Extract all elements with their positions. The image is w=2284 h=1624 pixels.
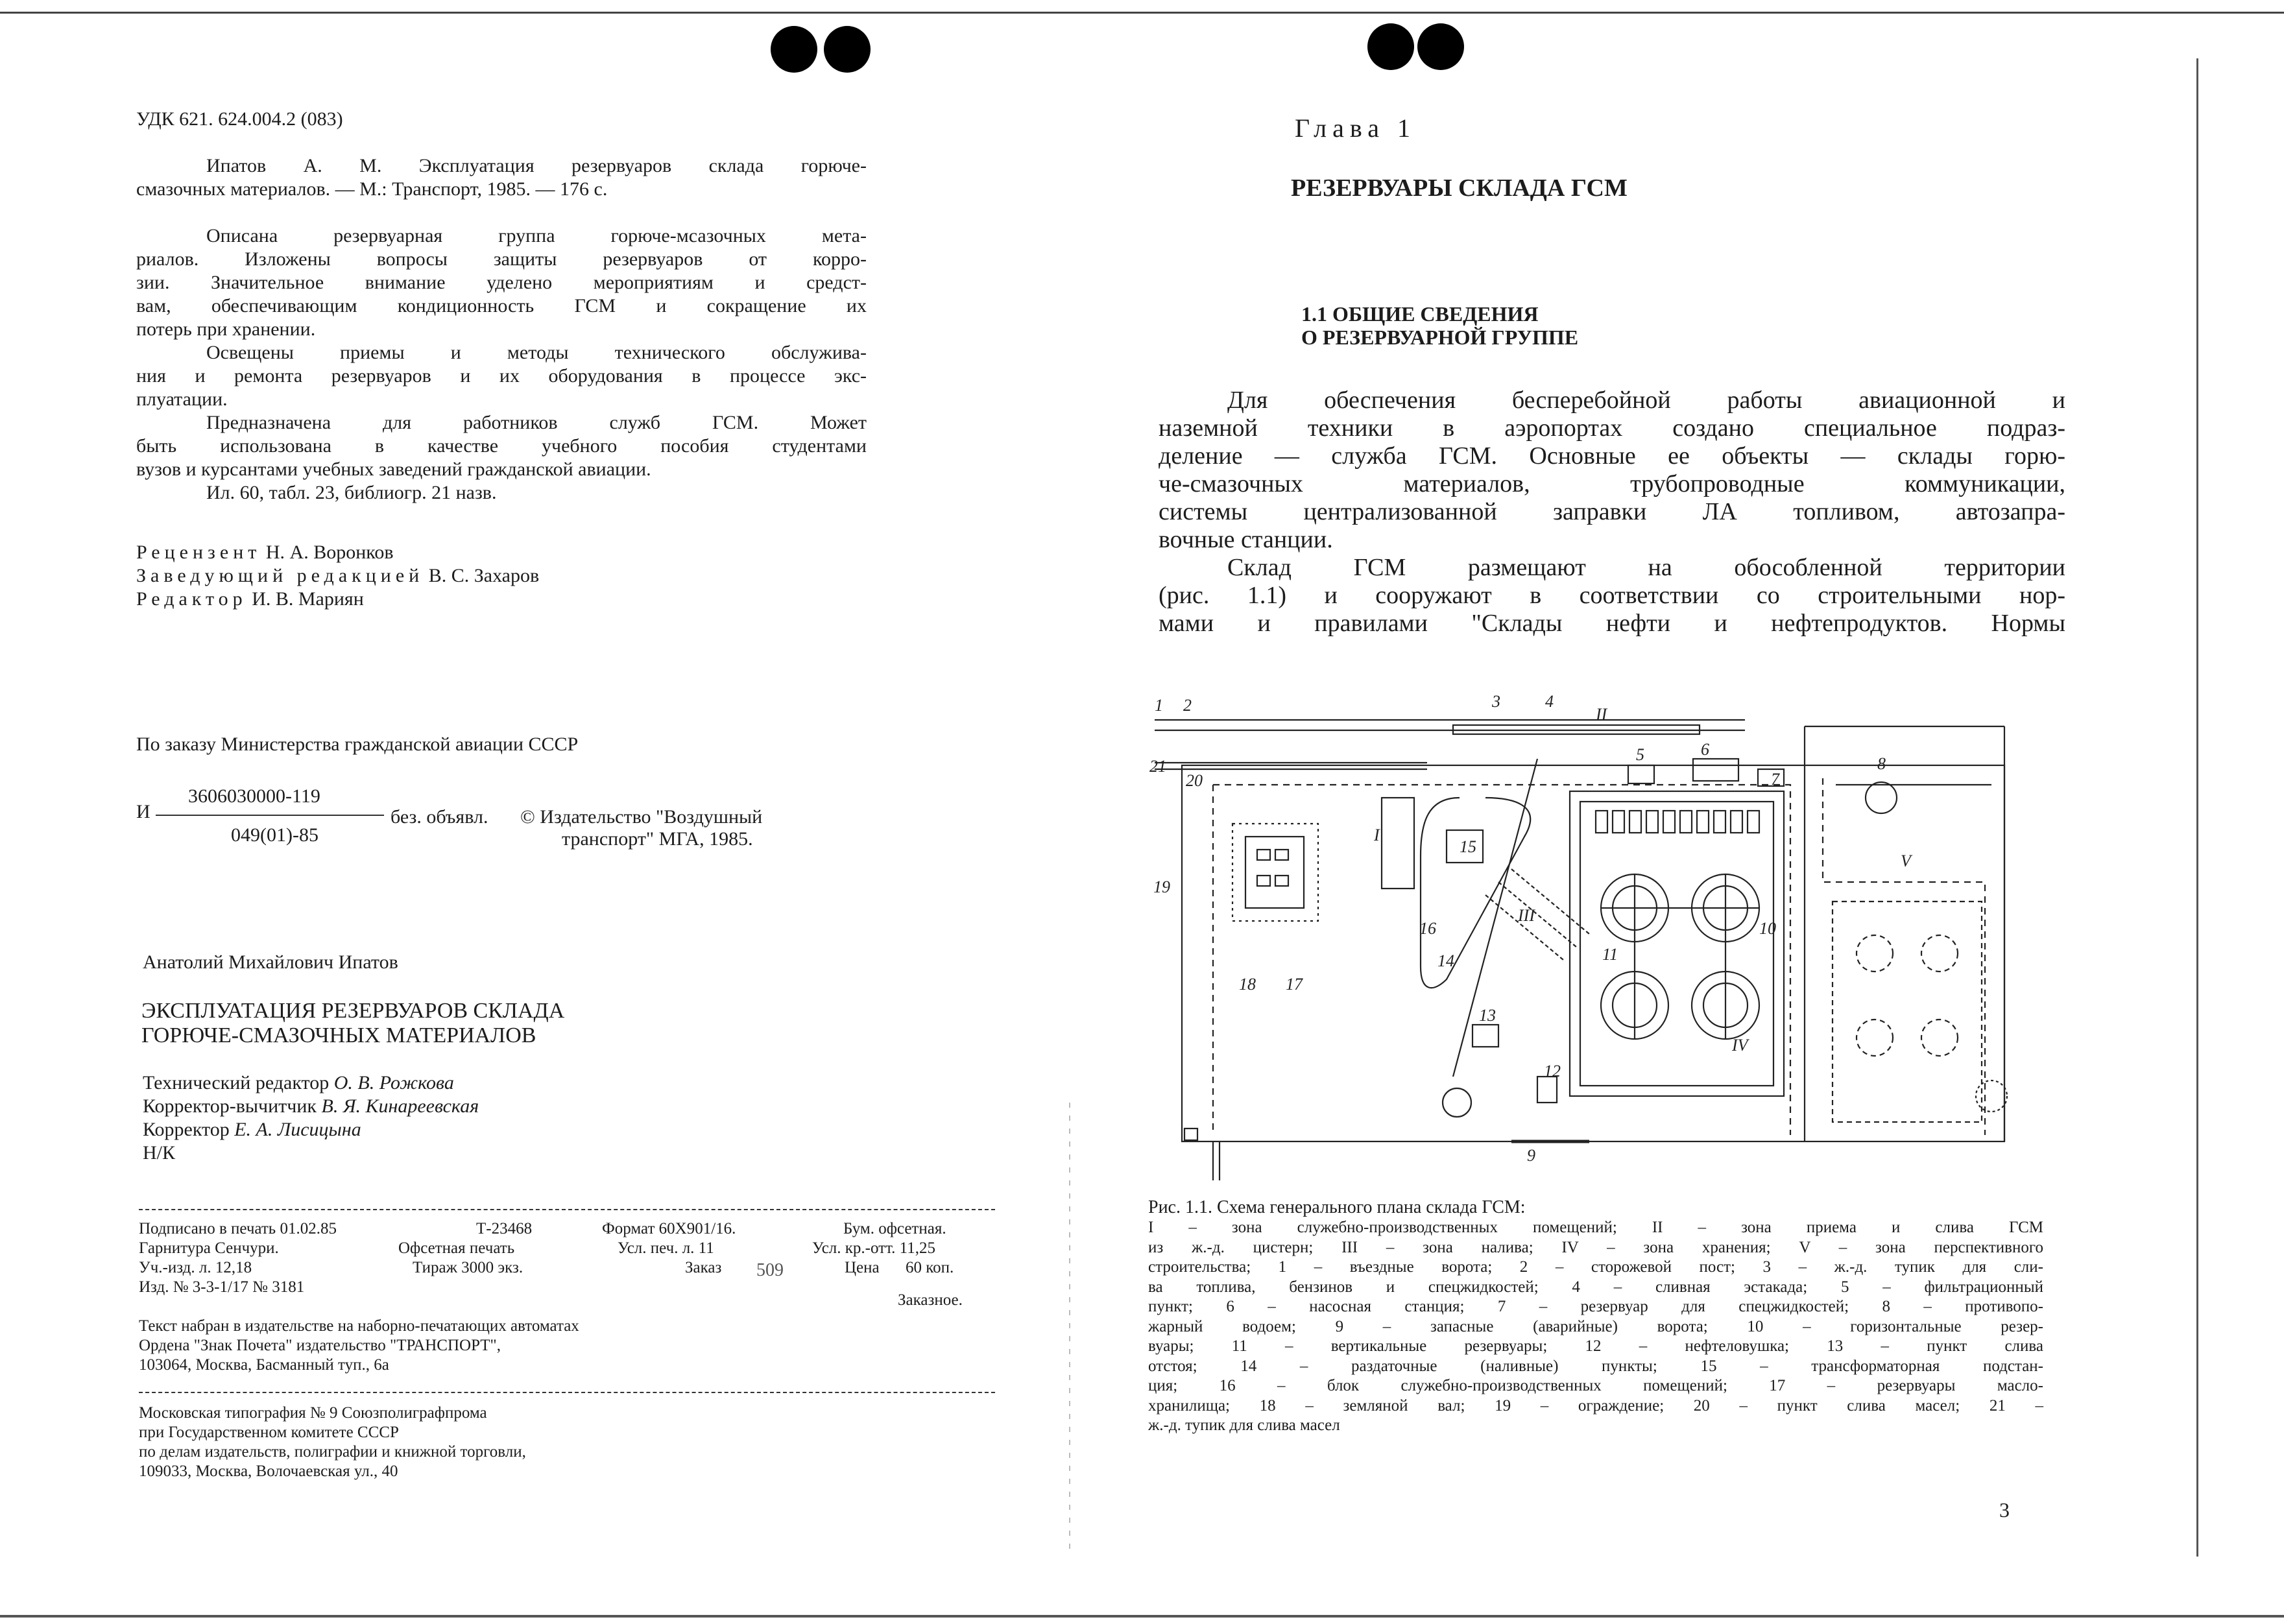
abstract-line: вам, обеспечивающим кондиционность ГСМ и сокращение их	[136, 295, 867, 316]
corrector-label: Корректор	[143, 1119, 230, 1140]
caption-line: ж.-д. тупик для слива масел	[1148, 1416, 1340, 1434]
abstract-line: смазочных материалов. — М.: Транспорт, 1985. — 176 с.	[136, 178, 608, 200]
body-text	[1159, 387, 2065, 638]
tirazh: Тираж 3000 экз.	[413, 1259, 523, 1276]
figure-label: 12	[1544, 1062, 1561, 1081]
index-denominator: 049(01)-85	[231, 824, 319, 846]
figure-label: 3	[1492, 692, 1500, 711]
body-line: мами и правилами "Склады нефти и нефтепродуктов. Нормы	[1159, 610, 2065, 637]
future-zone	[1833, 902, 1982, 1122]
zakaz-number: 509	[756, 1260, 784, 1280]
caption-line: ва топлива, бензинов и спецжидкостей; 4 – сливная эстакада; 5 – фильтрационный	[1148, 1278, 2043, 1296]
price-label: Цена	[845, 1259, 880, 1276]
scan-bottom-edge	[0, 1615, 2284, 1618]
figure-label: 6	[1701, 740, 1709, 759]
body-line: Для обеспечения бесперебойной работы авиационной и	[1227, 387, 2065, 414]
punch-hole	[1367, 23, 1414, 70]
head-editor-label: Заведующий редакцией	[136, 565, 424, 586]
tech-editor-name: О. В. Рожкова	[333, 1072, 454, 1093]
zone-label: III	[1518, 906, 1535, 925]
caption-line: хранилища; 18 – земляной вал; 19 – ограждение; 20 – пункт слива масел; 21 –	[1148, 1396, 2043, 1415]
guard-post	[1184, 1128, 1197, 1140]
caption-line: отстоя; 14 – раздаточные (наливные) пункты; 15 – трансформаторная подстан-	[1148, 1357, 2043, 1375]
credits	[136, 541, 539, 611]
printer-line: Московская типография № 9 Союзполиграфпрома	[139, 1404, 487, 1422]
horizontal-tanks	[1596, 811, 1759, 833]
abstract-line: ния и ремонта резервуаров и их оборудования в процессе экс-	[136, 365, 867, 387]
figure-label: 1	[1155, 696, 1163, 715]
caption-line: пункт; 6 – насосная станция; 7 – резервуар для спецжидкостей; 8 – противопо-	[1148, 1298, 2043, 1315]
zone-label: II	[1596, 705, 1607, 724]
figure-label: 4	[1545, 692, 1554, 711]
figure-label: 8	[1877, 754, 1886, 773]
index-note: без. объявл.	[391, 806, 488, 828]
abstract-line: зии. Значительное внимание уделено мероприятиям и средст-	[136, 272, 867, 293]
abstract-line: Описана резервуарная группа горюче-мсазочных мета-	[206, 225, 867, 246]
tech-editor-label: Технический редактор	[143, 1072, 330, 1093]
book-title-line: ЭКСПЛУАТАЦИЯ РЕЗЕРВУАРОВ СКЛАДА	[141, 999, 565, 1023]
index-numerator: 3606030000-119	[188, 785, 320, 807]
abstract	[136, 154, 867, 505]
proofreader-label: Корректор-вычитчик	[143, 1095, 317, 1117]
punch-hole	[824, 26, 871, 73]
book-title	[141, 999, 564, 1048]
body-line: системы централизованной заправки ЛА топливом, автозапра-	[1159, 498, 2065, 525]
abstract-line: плуатации.	[136, 388, 228, 410]
reviewer-label: Рецензент	[136, 542, 261, 563]
figure-label: 17	[1286, 975, 1303, 994]
body-line: Склад ГСМ размещают на обособленной территории	[1227, 554, 2065, 581]
typeset-line: Ордена "Знак Почета" издательство "ТРАНСПОРТ",	[139, 1337, 501, 1354]
copyright-line: © Издательство "Воздушный	[520, 806, 763, 828]
page-number: 3	[1999, 1498, 2010, 1522]
section-title-line: 1.1 ОБЩИЕ СВЕДЕНИЯ	[1301, 302, 1539, 326]
uch-izd: Уч.-изд. л. 12,18	[139, 1259, 252, 1276]
body-line: вочные станции.	[1159, 526, 1333, 553]
punch-hole	[771, 26, 817, 73]
izd-number: Изд. № 3-3-1/17 № 3181	[139, 1278, 305, 1296]
typeset-line: 103064, Москва, Басманный туп., 6а	[139, 1356, 389, 1374]
section-title-line: О РЕЗЕРВУАРНОЙ ГРУППЕ	[1301, 326, 1579, 349]
site-plan-figure	[1148, 687, 2095, 1200]
t-number: Т-23468	[476, 1220, 533, 1237]
abstract-line: риалов. Изложены вопросы защиты резервуаров от корро-	[136, 248, 867, 270]
abstract-line: Освещены приемы и методы технического обслужива-	[206, 342, 867, 363]
author-full-name: Анатолий Михайлович Ипатов	[143, 951, 398, 973]
abstract-line: Ипатов А. М. Эксплуатация резервуаров склада горюче-	[206, 155, 867, 176]
index-block	[136, 783, 915, 855]
caption-line: ция; 16 – блок служебно-производственных помещений; 17 – резервуары масло-	[1148, 1377, 2043, 1394]
caption-line: строительства; 1 – въездные ворота; 2 – сторожевой пост; 3 – ж.-д. тупик для сли-	[1148, 1258, 2043, 1276]
abstract-line: потерь при хранении.	[136, 318, 316, 340]
caption-line: вуары; 11 – вертикальные резервуары; 12 – нефтеловушка; 13 – пункт слива	[1148, 1337, 2043, 1355]
printer-line: по делам издательств, полиграфии и книжной торговли,	[139, 1443, 526, 1461]
book-title-line: ГОРЮЧЕ-СМАЗОЧНЫХ МАТЕРИАЛОВ	[141, 1023, 536, 1047]
printer-line: при Государственном комитете СССР	[139, 1424, 399, 1441]
copyright-line: транспорт" МГА, 1985.	[562, 828, 753, 850]
caption-title: Рис. 1.1. Схема генерального плана склада ГСМ:	[1148, 1197, 1526, 1217]
abstract-line: быть использована в качестве учебного пособия студентами	[136, 435, 867, 457]
figure-label: 19	[1153, 878, 1170, 896]
punch-hole	[1417, 23, 1464, 70]
figure-caption	[1148, 1197, 2043, 1436]
figure-label: 11	[1602, 945, 1618, 964]
section-title	[1301, 302, 1578, 349]
zakaznoe: Заказное.	[898, 1291, 963, 1309]
nk-mark: Н/К	[143, 1142, 176, 1164]
dispensing-points	[1485, 869, 1589, 960]
printer-line: 109033, Москва, Волочаевская ул., 40	[139, 1463, 398, 1480]
reviewer-name: Н. А. Воронков	[265, 542, 394, 563]
spread-gutter	[1069, 1103, 1070, 1557]
fire-pond	[1443, 1088, 1471, 1117]
caption-line: I – зона служебно-производственных помещений; II – зона приема и слива ГСМ	[1148, 1219, 2043, 1236]
figure-label: 2	[1183, 696, 1192, 715]
zone-label: I	[1374, 826, 1380, 844]
usl-kr: Усл. кр.-отт. 11,25	[812, 1239, 935, 1257]
editor-label: Редактор	[136, 588, 247, 610]
figure-label: 5	[1636, 745, 1644, 764]
figure-label: 15	[1460, 837, 1476, 856]
scan-top-edge	[0, 12, 2284, 14]
body-line: че-смазочных материалов, трубопроводные коммуникации,	[1159, 470, 2065, 497]
sludge-point	[1473, 1025, 1498, 1047]
typeface: Гарнитура Сенчури.	[139, 1239, 279, 1257]
usl-pech: Усл. печ. л. 11	[618, 1239, 714, 1257]
corrector-name: Е. А. Лисицына	[234, 1119, 361, 1140]
caption-line: жарный водоем; 9 – запасные (аварийные) ворота; 10 – горизонтальные резер-	[1148, 1317, 2043, 1335]
figure-label: 10	[1759, 919, 1776, 938]
body-line: (рис. 1.1) и сооружают в соответствии со строительными нор-	[1159, 582, 2065, 609]
figure-label: 16	[1419, 919, 1436, 938]
filtration-point	[1628, 765, 1654, 783]
abstract-stats: Ил. 60, табл. 23, библиогр. 21 назв.	[206, 482, 497, 503]
order-note: По заказу Министерства гражданской авиации СССР	[136, 734, 579, 755]
head-editor-name: В. С. Захаров	[428, 565, 540, 586]
zone-label: V	[1901, 852, 1911, 870]
editor-name: И. В. Мариян	[252, 588, 364, 610]
staff	[143, 1071, 479, 1165]
abstract-line: Предназначена для работников служб ГСМ. Может	[206, 412, 867, 433]
caption-line: из ж.-д. цистерн; III – зона налива; IV – зона хранения; V – зона перспективного	[1148, 1238, 2043, 1256]
typeset-line: Текст набран в издательстве на наборно-печатающих автоматах	[139, 1317, 579, 1335]
vertical-tanks	[1601, 874, 1759, 1039]
body-line: деление — служба ГСМ. Основные ее объекты — склады горю-	[1159, 442, 2065, 470]
paper: Бум. офсетная.	[843, 1220, 946, 1237]
price-value: 60 коп.	[906, 1259, 954, 1276]
storage-bund	[1570, 791, 1784, 1096]
figure-label: 21	[1149, 757, 1166, 776]
scan-right-edge	[2196, 58, 2198, 1557]
zakaz-label: Заказ	[685, 1259, 722, 1276]
chapter-number: Глава 1	[1295, 113, 1416, 143]
figure-label: 13	[1479, 1006, 1496, 1025]
pump-station	[1693, 759, 1738, 781]
print-type: Офсетная печать	[398, 1239, 515, 1257]
abstract-line: вузов и курсантами учебных заведений гражданской авиации.	[136, 459, 651, 480]
zone-label: IV	[1732, 1036, 1748, 1055]
figure-label: 20	[1186, 771, 1203, 790]
udc-code: УДК 621. 624.004.2 (083)	[136, 108, 343, 130]
fire-pond-2	[1866, 782, 1897, 813]
chapter-title: РЕЗЕРВУАРЫ СКЛАДА ГСМ	[1291, 174, 1628, 202]
body-line: наземной техники в аэропортах создано специальное подраз-	[1159, 414, 2065, 442]
index-prefix: И	[136, 801, 150, 822]
figure-label: 18	[1239, 975, 1256, 994]
signed-date: Подписано в печать 01.02.85	[139, 1220, 337, 1237]
figure-label: 7	[1771, 770, 1779, 789]
service-block	[1245, 837, 1304, 908]
format: Формат 60Х901/16.	[602, 1220, 736, 1237]
oil-trap	[1537, 1077, 1557, 1103]
figure-label: 9	[1527, 1146, 1535, 1165]
proofreader-name: В. Я. Кинареевская	[321, 1095, 479, 1117]
figure-label: 14	[1437, 951, 1454, 970]
admin-building	[1382, 798, 1414, 889]
